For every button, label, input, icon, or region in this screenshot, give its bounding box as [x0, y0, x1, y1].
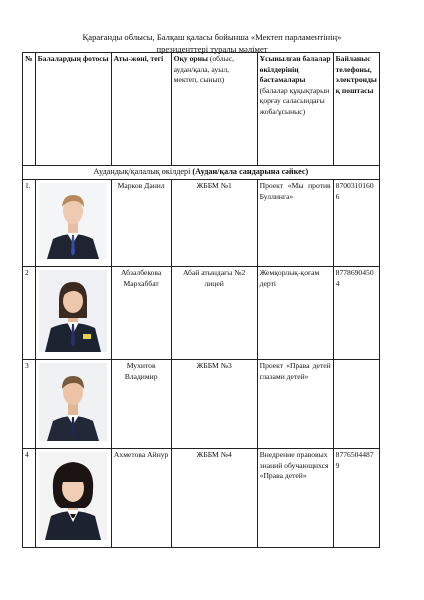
table-row [23, 449, 380, 548]
title-line-2: президенттері туралы мәлімет [156, 44, 268, 54]
student-photo [39, 270, 107, 352]
student-initiative: Проект «Права детей глазами детей» [257, 360, 333, 449]
student-name: Марков Данил [111, 180, 171, 267]
header-initiative-normal: (балалар құқықтарын қорғау саласындағы жоба/ұсыныс) [259, 85, 330, 116]
header-school-bold: Оқу орны [173, 54, 208, 63]
header-row [23, 53, 380, 166]
photo-cell [35, 180, 111, 267]
title-line-1: Қарағанды облысы, Балқаш қаласы бойынша «Мектеп парламентінің» [82, 32, 342, 42]
row-num: 1. [23, 180, 36, 267]
section-cell [23, 166, 380, 180]
header-name: Аты-жөні, тегі [111, 53, 171, 166]
presidents-table [22, 52, 380, 548]
header-initiative [257, 53, 333, 166]
header-initiative-bold: Ұсынылған балалар өкілдерінің бастамалары [259, 54, 331, 84]
student-name: Ахметова Айнур [111, 449, 171, 548]
student-photo [39, 452, 107, 540]
table-row [23, 360, 380, 449]
student-name: Абзалбекова Мархаббат [111, 267, 171, 360]
photo-cell [35, 449, 111, 548]
table-row [23, 267, 380, 360]
student-phone [333, 360, 379, 449]
student-initiative: Проект «Мы против Буллинга» [257, 180, 333, 267]
header-school-normal: (облыс, аудан/қала, ауыл, мектеп, сынып) [173, 54, 235, 84]
student-school: ЖББМ №3 [171, 360, 257, 449]
phone-text: 87003101606 [335, 181, 374, 201]
row-num: 3 [23, 360, 36, 449]
student-school: Абай атындағы №2 лицей [171, 267, 257, 360]
section-bold: (Аудан/қала сандарына сәйкес) [192, 167, 309, 176]
student-phone [333, 449, 379, 548]
phone-text: 87786904504 [335, 268, 374, 288]
header-contact: Байланыс телефоны, электронды қ поштасы [333, 53, 379, 166]
student-school: ЖББМ №4 [171, 449, 257, 548]
student-name: Мухитов Владимир [111, 360, 171, 449]
photo-cell [35, 360, 111, 449]
header-num: № [23, 53, 36, 166]
photo-cell [35, 267, 111, 360]
header-school [171, 53, 257, 166]
phone-text: 87765044879 [335, 450, 374, 470]
section-row [23, 166, 380, 180]
student-initiative: Жемқорлық-қоғам дерті [257, 267, 333, 360]
student-school: ЖББМ №1 [171, 180, 257, 267]
student-phone [333, 267, 379, 360]
row-num: 2 [23, 267, 36, 360]
section-normal: Аудандық/қалалық өкілдері [93, 167, 193, 176]
student-photo [39, 363, 107, 441]
header-photo: Балалардың фотосы [35, 53, 111, 166]
student-initiative: Внедрение правовых знаний обучающихся «Права детей» [257, 449, 333, 548]
student-phone [333, 180, 379, 267]
row-num: 4 [23, 449, 36, 548]
table-row [23, 180, 380, 267]
student-photo [39, 183, 107, 259]
